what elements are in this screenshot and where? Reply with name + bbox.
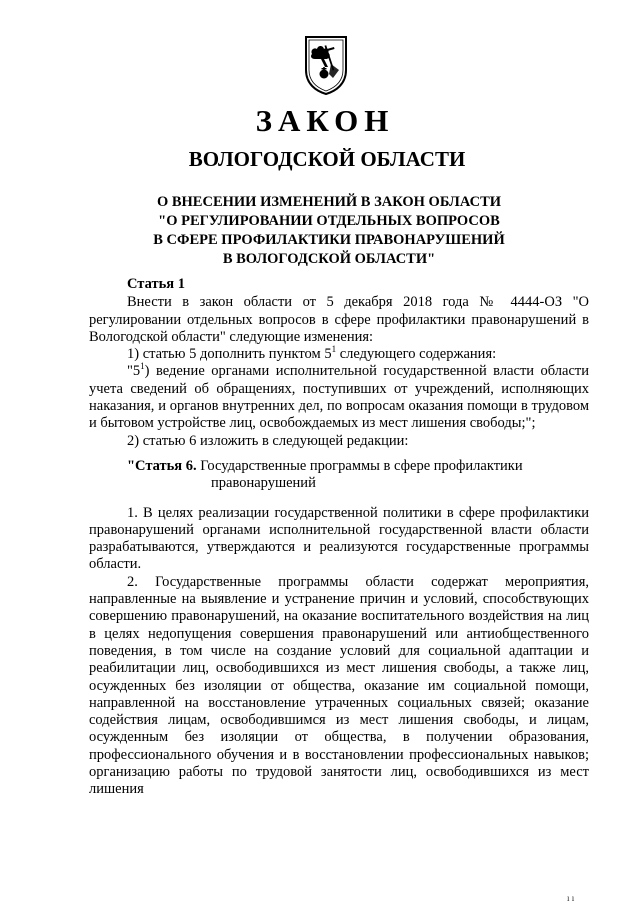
region-title: ВОЛОГОДСКОЙ ОБЛАСТИ <box>188 147 466 171</box>
superscript: 1 <box>331 344 337 355</box>
subtitle-line: В СФЕРЕ ПРОФИЛАКТИКИ ПРАВОНАРУШЕНИЙ <box>153 232 505 248</box>
intro-paragraph: Внести в закон области от 5 декабря 2018 года № 4444-ОЗ "О регулировании отдельных вопросов в сфере профилактики правонарушений в Вологодской области" следующие изменения: <box>89 294 589 345</box>
item-2-paragraph: 2) статью 6 изложить в следующей редакции: <box>127 432 409 449</box>
document-body <box>89 276 589 799</box>
subtitle-line: "О РЕГУЛИРОВАНИИ ОТДЕЛЬНЫХ ВОПРОСОВ <box>158 213 500 229</box>
article-6-heading <box>89 458 589 493</box>
quote-open: "5 <box>127 363 141 380</box>
coat-of-arms-icon <box>303 34 349 96</box>
article-1-heading: Статья 1 <box>127 276 185 292</box>
paragraph-1: 1. В целях реализации государственной политики в сфере профилактики правонарушений органами исполнительной государственной власти области разрабатываются, утверждаются и реализуются государственные программы области. <box>89 504 589 573</box>
item-1-paragraph <box>89 346 589 363</box>
article-6-title-line2: правонарушений <box>211 475 316 492</box>
quoted-point-paragraph <box>89 363 589 432</box>
item-1-text: 1) статью 5 дополнить пунктом 5 <box>127 346 332 363</box>
item-1-text-end: следующего содержания: <box>336 346 497 363</box>
quote-text: ) ведение органами исполнительной государственной власти области учета сведений об обращениях, поступивших от учреждений, исполняющих наказания, и органов внутренних дел, по вопросам оказания помощи в трудовом и бытовом устройстве лиц, освобождаемых из мест лишения свободы;"; <box>89 363 589 432</box>
subtitle-line: О ВНЕСЕНИИ ИЗМЕНЕНИЙ В ЗАКОН ОБЛАСТИ <box>156 194 502 210</box>
article-6-label: "Статья 6. <box>127 457 197 474</box>
law-subtitle <box>0 193 640 269</box>
paragraph-2: 2. Государственные программы области содержат мероприятия, направленные на выявление и устранение причин и условий, способствующих совершению правонарушений, на оказание воспитательного воздействия на лиц в целях недопущения совершения правонарушений или антиобщественного поведения, в том числе на создание условий для социальной адаптации и реабилитации лиц, освободившихся из мест лишения свободы, а также лиц, осужденных без изоляции от общества, оказание им социальной помощи, направленной на восстановление утраченных социальных связей; оказание содействия лицам, освободившимся из мест лишения свободы, и лицам, осужденным без изоляции от общества, в получении образования, профессионального обучения и в восстановлении профессиональных навыков; организацию работы по трудовой занятости лиц, освободившихся из мест лишения <box>89 573 589 798</box>
article-6-title-line1: Государственные программы в сфере профилактики <box>200 457 523 474</box>
page-corner-mark: ı ı <box>567 893 575 903</box>
subtitle-line: В ВОЛОГОДСКОЙ ОБЛАСТИ" <box>222 251 436 267</box>
document-type-title: ЗАКОН <box>255 103 395 138</box>
superscript: 1 <box>140 361 145 372</box>
